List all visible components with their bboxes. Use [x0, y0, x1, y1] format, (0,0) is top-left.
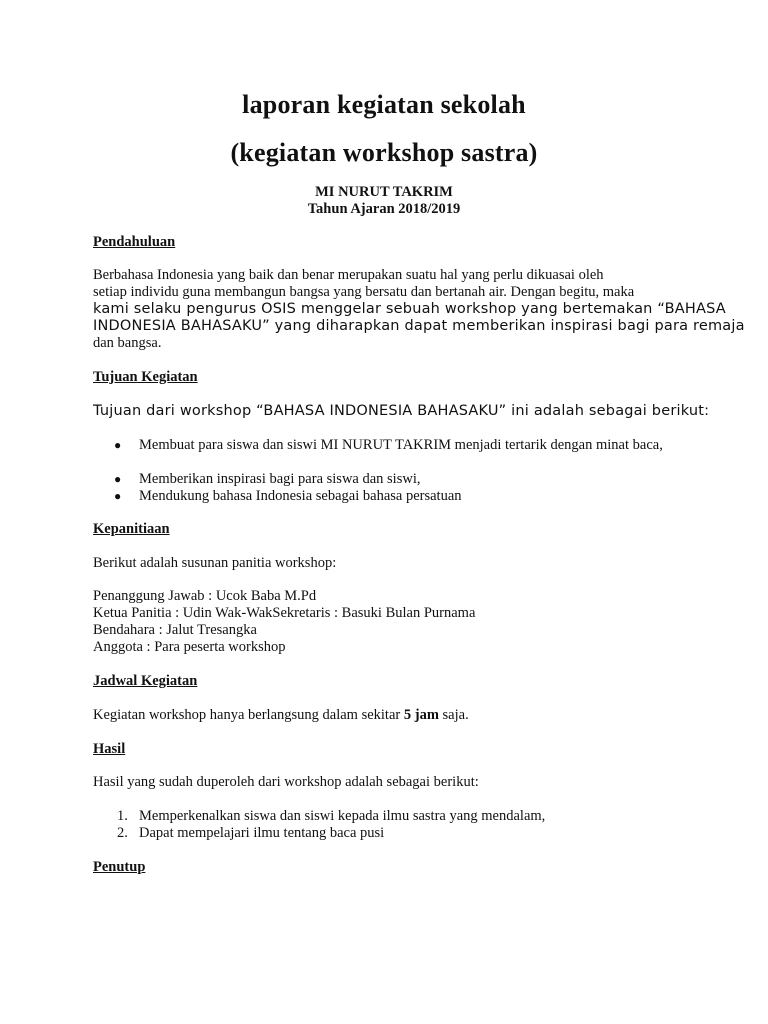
- heading-penutup: Penutup: [93, 859, 146, 875]
- hasil-intro: Hasil yang sudah duperoleh dari workshop adalah sebagai berikut:: [93, 774, 479, 790]
- heading-kepanitiaan: Kepanitiaan: [93, 521, 170, 537]
- tujuan-list-item: Membuat para siswa dan siswi MI NURUT TAKRIM menjadi tertarik dengan minat baca,: [139, 437, 663, 453]
- jadwal-text-after: saja.: [438, 707, 469, 723]
- committee-line: Bendahara : Jalut Tresangka: [93, 622, 257, 638]
- pendahuluan-line: dan bangsa.: [93, 335, 162, 351]
- bullet-icon: ●: [114, 489, 122, 503]
- pendahuluan-line: Berbahasa Indonesia yang baik dan benar merupakan suatu hal yang perlu dikuasai oleh: [93, 267, 604, 283]
- kepanitiaan-intro: Berikut adalah susunan panitia workshop:: [93, 555, 337, 571]
- heading-hasil: Hasil: [93, 741, 126, 757]
- tujuan-list-item: Mendukung bahasa Indonesia sebagai bahasa persatuan: [139, 488, 462, 504]
- jadwal-duration: 5 jam: [403, 707, 439, 723]
- hasil-list-item: Dapat mempelajari ilmu tentang baca pusi: [139, 825, 385, 841]
- academic-year: Tahun Ajaran 2018/2019: [307, 201, 461, 217]
- committee-line: Penanggung Jawab : Ucok Baba M.Pd: [93, 588, 317, 604]
- document-subtitle: (kegiatan workshop sastra): [230, 138, 538, 167]
- hasil-list-item: Memperkenalkan siswa dan siswi kepada ilmu sastra yang mendalam,: [139, 808, 546, 824]
- jadwal-text: [93, 707, 713, 724]
- tujuan-intro: Tujuan dari workshop “BAHASA INDONESIA BAHASAKU” ini adalah sebagai berikut:: [93, 403, 710, 419]
- document-title: laporan kegiatan sekolah: [242, 90, 526, 119]
- pendahuluan-line: setiap individu guna membangun bangsa yang bersatu dan bertanah air. Dengan begitu, maka: [93, 284, 635, 300]
- bullet-icon: ●: [114, 472, 122, 486]
- pendahuluan-line: INDONESIA BAHASAKU” yang diharapkan dapat memberikan inspirasi bagi para remaja: [93, 318, 745, 334]
- heading-tujuan-kegiatan: Tujuan Kegiatan: [93, 369, 198, 385]
- jadwal-text-before: Kegiatan workshop hanya berlangsung dalam sekitar: [93, 707, 404, 723]
- heading-jadwal-kegiatan: Jadwal Kegiatan: [93, 673, 198, 689]
- list-number: 2.: [117, 825, 128, 841]
- pendahuluan-line: kami selaku pengurus OSIS menggelar sebuah workshop yang bertemakan “BAHASA: [93, 301, 726, 317]
- committee-line: Ketua Panitia : Udin Wak-WakSekretaris : Basuki Bulan Purnama: [93, 605, 476, 621]
- heading-pendahuluan: Pendahuluan: [93, 234, 176, 250]
- tujuan-list-item: Memberikan inspirasi bagi para siswa dan siswi,: [139, 471, 421, 487]
- bullet-icon: ●: [114, 438, 122, 452]
- list-number: 1.: [117, 808, 128, 824]
- committee-line: Anggota : Para peserta workshop: [93, 639, 286, 655]
- school-name: MI NURUT TAKRIM: [315, 184, 453, 200]
